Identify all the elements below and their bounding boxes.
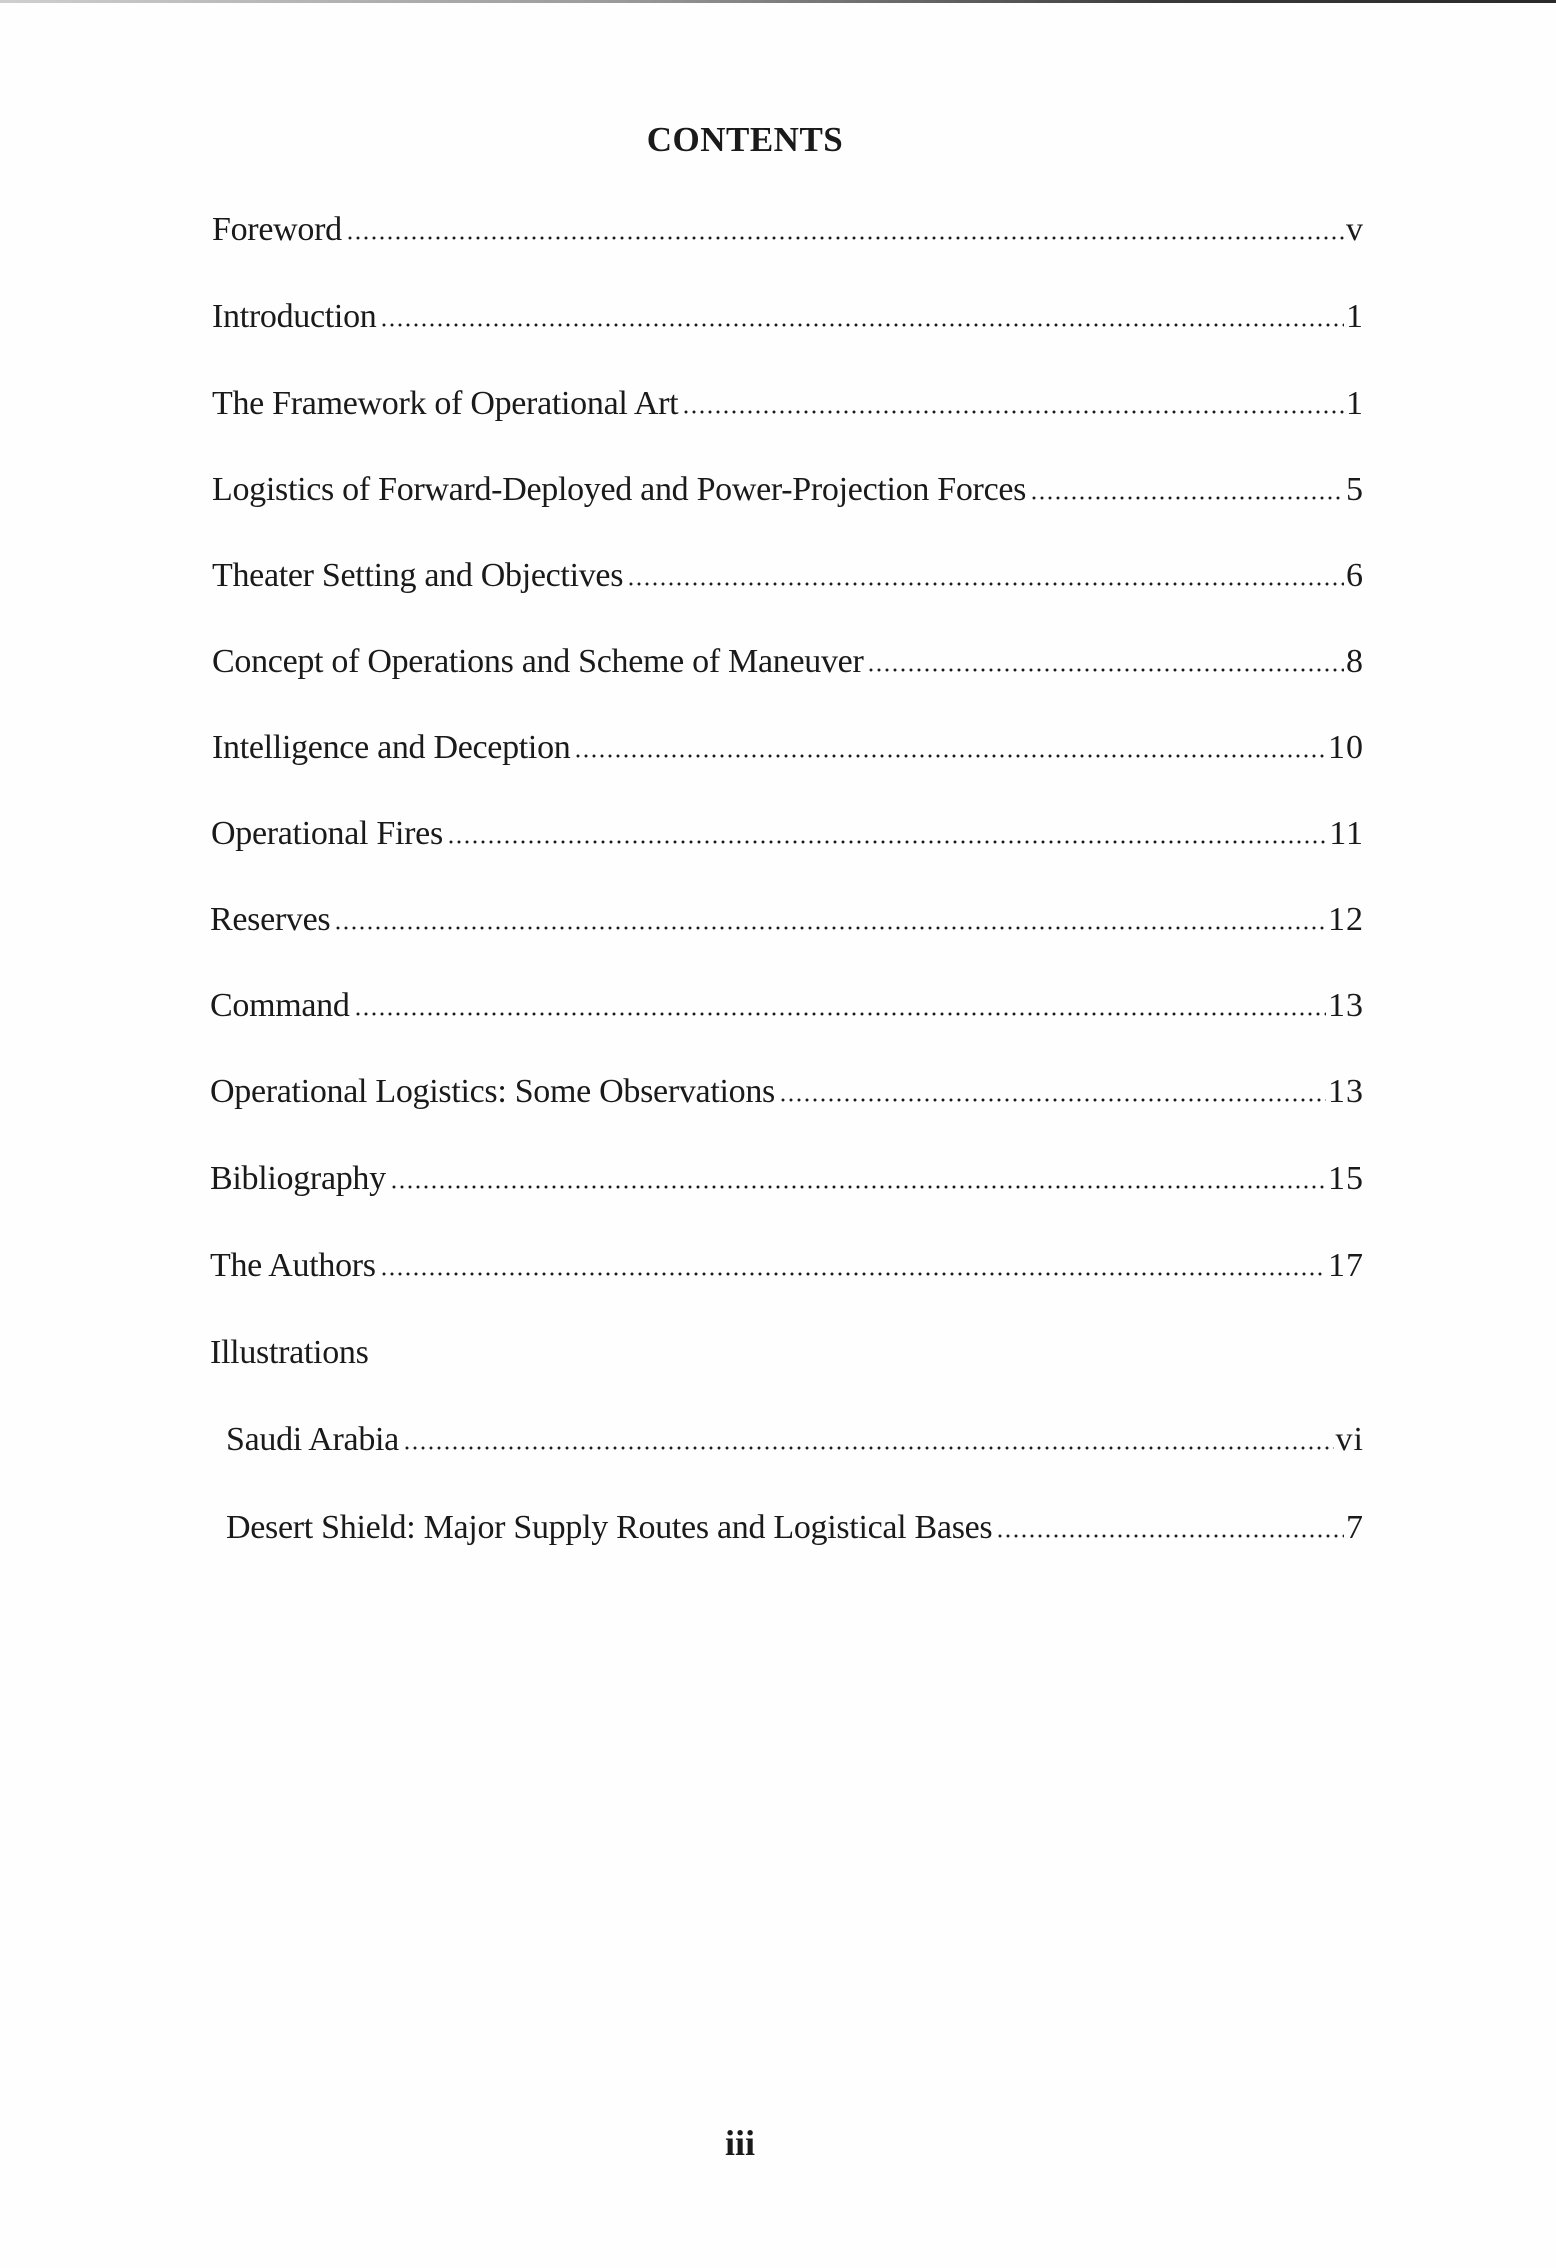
toc-entry[interactable] xyxy=(210,1244,1364,1288)
dot-leader xyxy=(682,410,1344,414)
toc-entry-page: 17 xyxy=(1328,1247,1364,1284)
dot-leader xyxy=(779,1098,1326,1102)
dot-leader xyxy=(380,1272,1326,1276)
illustrations-heading: Illustrations xyxy=(210,1334,369,1371)
toc-entry-label: The Authors xyxy=(210,1247,376,1284)
toc-entry-page: 13 xyxy=(1328,1073,1364,1110)
toc-entry[interactable] xyxy=(212,554,1364,598)
dot-leader xyxy=(334,926,1326,930)
toc-entry-page: 1 xyxy=(1346,298,1364,335)
page-title: CONTENTS xyxy=(646,120,844,159)
dot-leader xyxy=(403,1446,1334,1450)
toc-entry-page: v xyxy=(1346,211,1364,248)
toc-entry-label: Foreword xyxy=(212,211,342,248)
toc-entry-page: 15 xyxy=(1328,1160,1364,1197)
toc-entry-label: Theater Setting and Objectives xyxy=(212,557,624,594)
toc-entry-page: 5 xyxy=(1346,471,1364,508)
illustration-entry-label: Desert Shield: Major Supply Routes and Logistical Bases xyxy=(226,1509,993,1546)
toc-entry[interactable] xyxy=(212,468,1364,512)
dot-leader xyxy=(627,582,1344,586)
toc-entry-page: 6 xyxy=(1346,557,1364,594)
illustration-entry-label: Saudi Arabia xyxy=(226,1421,399,1458)
toc-entry-label: Logistics of Forward-Deployed and Power-Projection Forces xyxy=(212,471,1027,508)
dot-leader xyxy=(346,236,1344,240)
toc-entry[interactable] xyxy=(212,295,1364,339)
toc-entry[interactable] xyxy=(210,1070,1364,1114)
toc-entry[interactable] xyxy=(210,898,1364,942)
toc-entry[interactable] xyxy=(212,208,1364,252)
toc-entry-page: 12 xyxy=(1328,901,1364,938)
toc-entry-label: Bibliography xyxy=(210,1160,386,1197)
dot-leader xyxy=(447,840,1327,844)
toc-entry-page: 1 xyxy=(1346,385,1364,422)
dot-leader xyxy=(380,323,1344,327)
dot-leader xyxy=(390,1185,1326,1189)
toc-entry-label: Introduction xyxy=(212,298,377,335)
dot-leader xyxy=(867,668,1344,672)
page-number: iii xyxy=(724,2123,755,2163)
toc-entry-label: Concept of Operations and Scheme of Maneuver xyxy=(212,643,864,680)
toc-entry-label: Operational Fires xyxy=(211,815,443,852)
illustration-entry-page: vi xyxy=(1335,1421,1364,1458)
illustration-entry-page: 7 xyxy=(1346,1509,1364,1546)
dot-leader xyxy=(996,1534,1344,1538)
toc-entry[interactable] xyxy=(210,984,1364,1028)
toc-entry-label: Reserves xyxy=(210,901,331,938)
toc-entry-page: 10 xyxy=(1328,729,1364,766)
toc-entry-label: Command xyxy=(210,987,350,1024)
toc-entry-page: 13 xyxy=(1328,987,1364,1024)
toc-entry[interactable] xyxy=(212,640,1364,684)
toc-entry[interactable] xyxy=(212,726,1364,770)
illustration-entry[interactable] xyxy=(226,1506,1364,1550)
toc-entry[interactable] xyxy=(212,382,1364,426)
dot-leader xyxy=(574,754,1326,758)
dot-leader xyxy=(1030,496,1344,500)
toc-entry[interactable] xyxy=(210,1157,1364,1201)
toc-entry-page: 8 xyxy=(1346,643,1364,680)
toc-entry-label: Intelligence and Deception xyxy=(212,729,571,766)
toc-entry-label: The Framework of Operational Art xyxy=(212,385,679,422)
toc-entry-label: Operational Logistics: Some Observations xyxy=(210,1073,775,1110)
illustration-entry[interactable] xyxy=(226,1418,1364,1462)
toc-entry-page: 11 xyxy=(1329,815,1364,852)
toc-entry[interactable] xyxy=(211,812,1364,856)
dot-leader xyxy=(354,1012,1326,1016)
